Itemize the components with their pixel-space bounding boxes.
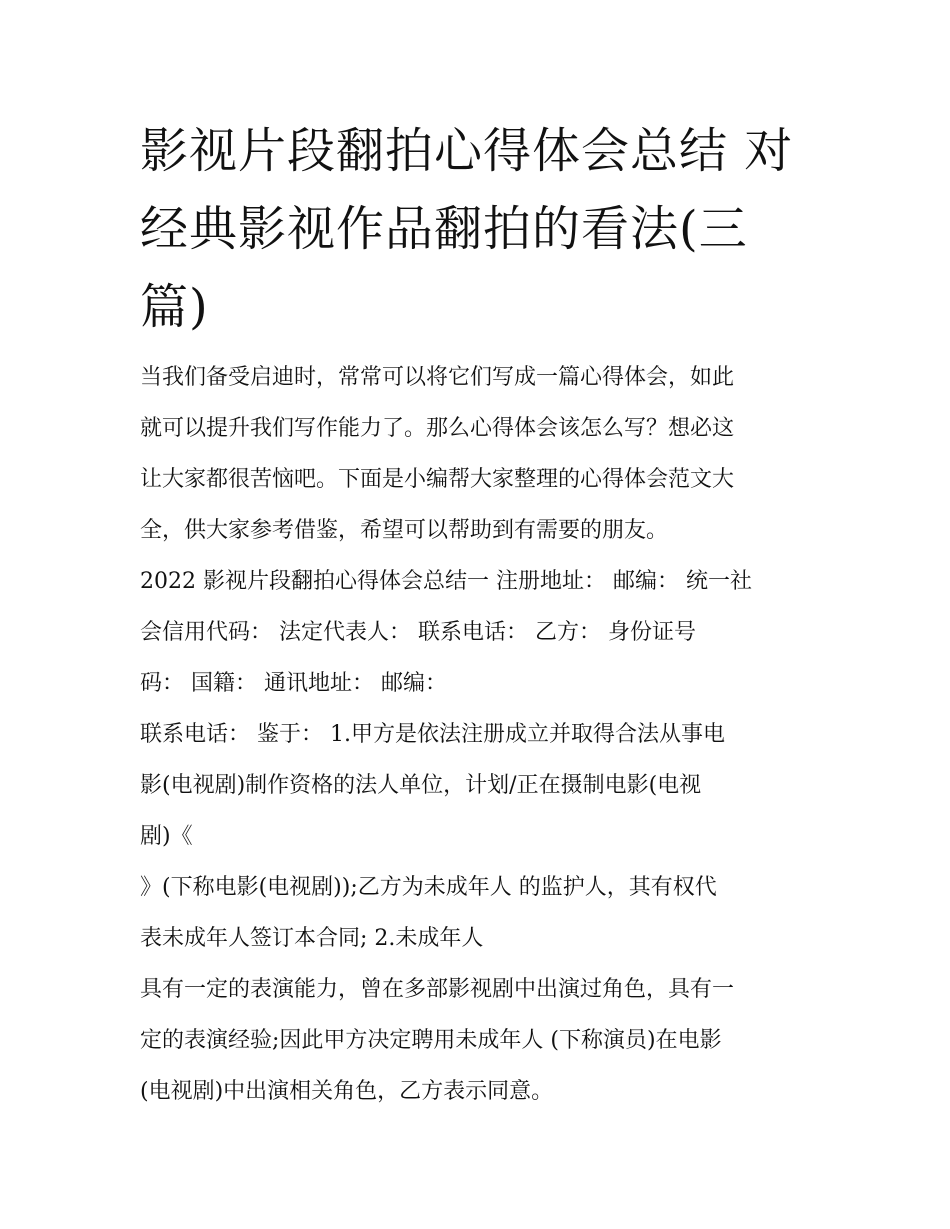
body-line: 让大家都很苦恼吧。下面是小编帮大家整理的心得体会范文大 <box>140 467 735 492</box>
body-line: 表未成年人签订本合同; 2.未成年人 <box>140 926 484 951</box>
body-line: 》(下称电影(电视剧));乙方为未成年人 的监护人，其有权代 <box>140 875 717 900</box>
body-line: 剧)《 <box>140 824 193 849</box>
body-line: 影(电视剧)制作资格的法人单位，计划/正在摄制电影(电视 <box>140 773 702 798</box>
body-line: 码： 国籍： 通讯地址： 邮编： <box>140 671 447 696</box>
body-line: 具有一定的表演能力，曾在多部影视剧中出演过角色，具有一 <box>140 977 735 1002</box>
title-line: 影视片段翻拍心得体会总结 对 <box>140 123 794 179</box>
body-line: 会信用代码： 法定代表人： 联系电话： 乙方： 身份证号 <box>140 620 696 645</box>
body-line: 联系电话： 鉴于： 1.甲方是依法注册成立并取得合法从事电 <box>140 722 725 747</box>
title-line: 篇) <box>140 279 209 335</box>
document-body <box>140 352 830 1117</box>
body-line: 全，供大家参考借鉴，希望可以帮助到有需要的朋友。 <box>140 518 669 543</box>
body-line: (电视剧)中出演相关角色，乙方表示同意。 <box>140 1079 554 1104</box>
body-line: 2022 影视片段翻拍心得体会总结一 注册地址： 邮编： 统一社 <box>140 569 752 594</box>
body-line: 当我们备受启迪时，常常可以将它们写成一篇心得体会，如此 <box>140 365 735 390</box>
document-title <box>140 112 830 346</box>
body-line: 就可以提升我们写作能力了。那么心得体会该怎么写？想必这 <box>140 416 735 441</box>
body-line: 定的表演经验;因此甲方决定聘用未成年人 (下称演员)在电影 <box>140 1028 722 1053</box>
title-line: 经典影视作品翻拍的看法(三 <box>140 201 748 257</box>
